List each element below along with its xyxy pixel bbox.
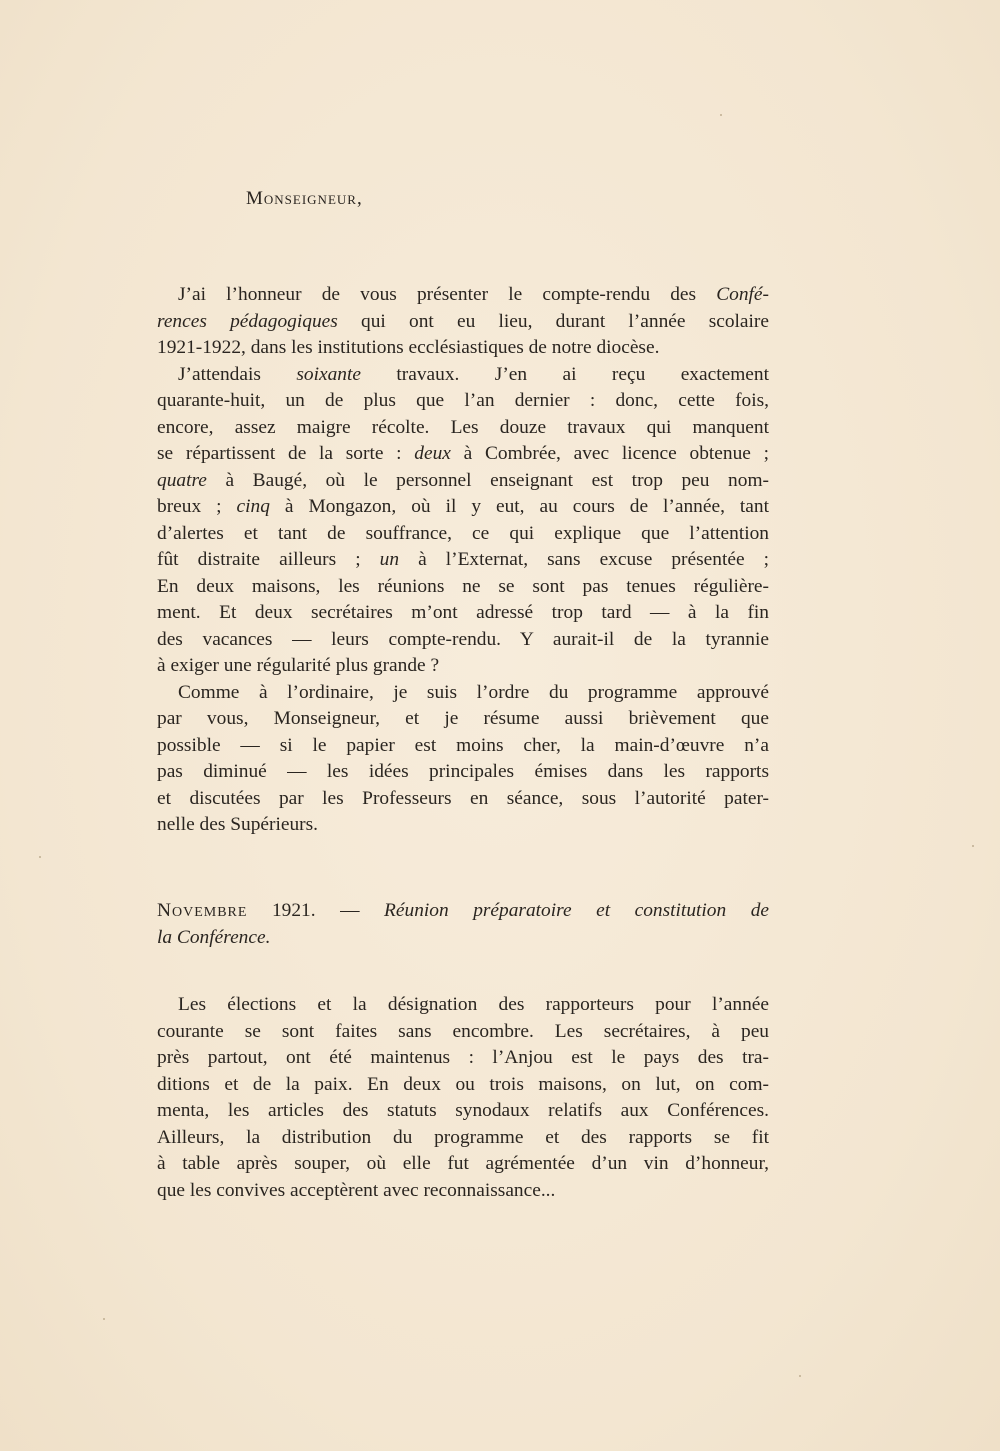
intro-line [157,494,769,521]
intro-line [157,680,769,707]
text-run: Comme à l’ordinaire, je suis l’ordre du programme approuvé [178,681,769,703]
intro-line [157,362,769,389]
text-run: fût distraite ailleurs ; [157,549,380,570]
intro-line [157,468,769,495]
text-run: courante se sont faites sans encombre. Les secrétaires, à peu [157,1020,769,1042]
text-run: menta, les articles des statuts synodaux relatifs aux Conférences. [157,1100,769,1121]
text-run: à table après souper, où elle fut agrémentée d’un vin d’honneur, [157,1153,769,1174]
intro-line [157,547,769,574]
intro-line [157,759,769,786]
intro-line [157,812,769,839]
intro-line [157,441,769,468]
text-run: Les élections et la désignation des rapporteurs pour l’année [178,994,769,1015]
paper-speck [39,856,41,858]
intro-line [157,388,769,415]
intro-line [157,786,769,813]
body-line [157,1019,769,1046]
text-run: à l’Externat, sans excuse présentée ; [399,549,770,570]
text-run: à Mongazon, où il y eut, au cours de l’année, tant [269,496,769,517]
text-run: 1921-1922, dans les institutions ecclésiastiques de notre diocèse. [157,337,660,358]
body-line [157,1151,769,1178]
text-run: possible — si le papier est moins cher, la main-d’œuvre n’a [157,734,769,756]
text-run: par vous, Monseigneur, et je résume aussi brièvement que [157,708,769,729]
intro-paragraphs [157,282,769,839]
intro-line [157,627,769,654]
body-line [157,1178,769,1205]
italic-run: deux [414,443,451,464]
section-line [157,925,769,952]
intro-line [157,282,769,309]
intro-line [157,521,769,548]
text-run: 1921. — [247,900,385,921]
body-line [157,1125,769,1152]
text-run: J’ai l’honneur de vous présenter le compte-rendu des [178,284,717,305]
italic-run: la Conférence. [157,926,271,948]
body-line [157,1072,769,1099]
text-run: En deux maisons, les réunions ne se sont pas tenues régulière- [157,575,769,597]
text-run: ditions et de la paix. En deux ou trois maisons, on lut, on com- [157,1073,769,1095]
intro-line [157,600,769,627]
text-run: ment. Et deux secrétaires m’ont adressé trop tard — à la fin [157,602,769,623]
body-line [157,1098,769,1125]
italic-run: soixante [296,363,361,385]
intro-line [157,733,769,760]
section-line [157,898,769,925]
salutation: Monseigneur, [246,188,363,209]
italic-run: quatre [157,469,207,491]
text-run: travaux. J’en ai reçu exactement [360,363,769,385]
body-line [157,1045,769,1072]
text-run: d’alertes et tant de souffrance, ce qui explique que l’attention [157,522,769,544]
italic-run: Confé- [716,284,769,305]
text-run: pas diminué — les idées principales émises dans les rapports [157,761,769,782]
section-heading [157,898,769,951]
text-run: et discutées par les Professeurs en séance, sous l’autorité pater- [157,787,769,809]
text-run: quarante-huit, un de plus que l’an dernier : donc, cette fois, [157,390,769,411]
intro-line [157,574,769,601]
paper-speck [103,1318,105,1320]
text-run: près partout, ont été maintenus : l’Anjou est le pays des tra- [157,1047,769,1068]
italic-run: un [379,549,400,570]
body-paragraph [157,992,769,1204]
italic-run: rences pédagogiques [157,310,338,332]
paper-speck [720,114,722,116]
text-run: breux ; [157,496,237,517]
paper-speck [972,845,974,847]
text-run: encore, assez maigre récolte. Les douze travaux qui manquent [157,416,769,438]
intro-line [157,309,769,336]
text-run: qui ont eu lieu, durant l’année scolaire [337,310,769,332]
intro-line [157,335,769,362]
paper-speck [799,1375,801,1377]
intro-line [157,653,769,680]
text-run: se répartissent de la sorte : [157,443,415,464]
text-run: à Baugé, où le personnel enseignant est trop peu nom- [206,469,769,491]
intro-line [157,415,769,442]
text-run: nelle des Supérieurs. [157,814,319,835]
intro-line [157,706,769,733]
body-line [157,992,769,1019]
small-caps-run: Novembre [157,900,248,921]
text-run: Ailleurs, la distribution du programme et des rapports se fit [157,1126,769,1148]
text-run: à Combrée, avec licence obtenue ; [450,443,769,464]
text-run: que les convives acceptèrent avec reconnaissance... [157,1179,556,1201]
italic-run: cinq [236,496,270,517]
text-run: à exiger une régularité plus grande ? [157,655,440,676]
italic-run: Réunion préparatoire et constitution de [384,900,769,921]
text-run: J’attendais [178,363,297,385]
text-run: des vacances — leurs compte-rendu. Y aurait-il de la tyrannie [157,628,769,650]
